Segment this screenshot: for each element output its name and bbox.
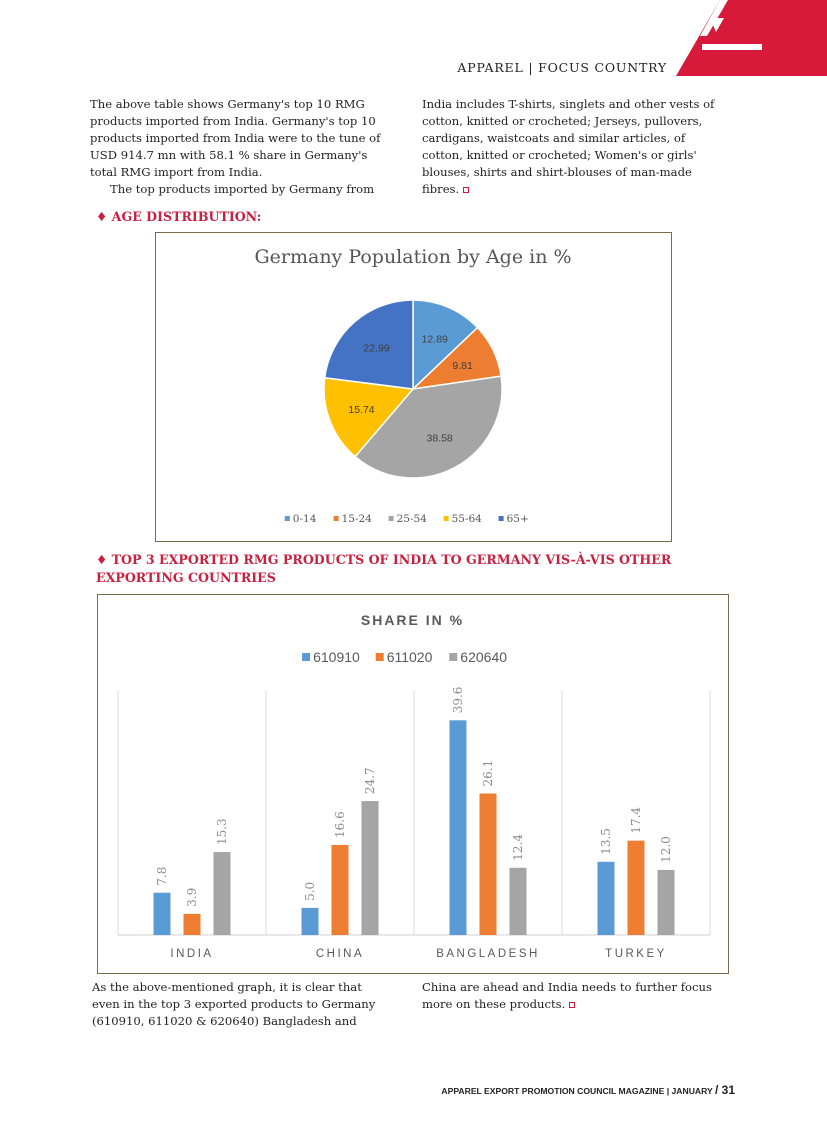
bar-data-label: 15.3 [215, 818, 229, 846]
text-line: USD 914.7 mn with 58.1 % share in Germany's [90, 148, 368, 162]
bar-data-label: 17.4 [629, 806, 643, 834]
text-line: cotton, knitted or crocheted; Women's or girls' [422, 148, 697, 162]
bar-legend-swatch [449, 653, 457, 661]
pie-data-label: 38.58 [426, 432, 453, 445]
text-line: even in the top 3 exported products to Germany [92, 997, 376, 1011]
bar-610910-china [302, 908, 319, 935]
bar-legend-swatch [376, 653, 384, 661]
end-mark-icon [569, 1002, 575, 1008]
text-line: fibres. [422, 182, 460, 196]
text-line: As the above-mentioned graph, it is clear that [92, 980, 362, 994]
text-line: The above table shows Germany's top 10 RMG [90, 97, 365, 111]
page-footer [441, 1083, 735, 1097]
conclusion-left-column [92, 979, 412, 1030]
pie-chart [156, 233, 670, 540]
pie-data-label: 15.74 [348, 403, 375, 416]
pie-legend-swatch [389, 516, 394, 521]
export-heading-line2: EXPORTING COUNTRIES [96, 570, 276, 585]
bar-data-label: 16.6 [333, 811, 347, 838]
text-line: China are ahead and India needs to further focus [422, 980, 712, 994]
x-tick-label: INDIA [170, 948, 214, 960]
intro-right-column [422, 96, 742, 198]
bar-legend-swatch [302, 653, 310, 661]
text-line: products imported from India. Germany's top 10 [90, 114, 376, 128]
page-number: / 31 [714, 1083, 735, 1097]
bar-610910-bangladesh [450, 720, 467, 935]
bar-611020-turkey [628, 841, 645, 935]
text-line: blouses, shirts and shirt-blouses of man-made [422, 165, 692, 179]
bar-620640-bangladesh [510, 868, 527, 935]
text-line: products imported from India were to the tune of [90, 131, 381, 145]
pie-legend-swatch [499, 516, 504, 521]
pie-data-label: 12.89 [421, 333, 448, 346]
bar-620640-india [214, 852, 231, 935]
magazine-logo [676, 0, 827, 76]
bar-legend-label: 620640 [460, 649, 508, 665]
pie-legend-swatch [285, 516, 290, 521]
export-heading-line1: ♦ TOP 3 EXPORTED RMG PRODUCTS OF INDIA TO GERMANY VIS-À-VIS OTHER [96, 552, 672, 567]
text-line: India includes T-shirts, singlets and other vests of [422, 97, 715, 111]
footer-text: APPAREL EXPORT PROMOTION COUNCIL MAGAZINE | JANUARY [441, 1086, 713, 1096]
pie-legend-swatch [334, 516, 339, 521]
pie-legend-label: 15-24 [341, 513, 372, 525]
bar-data-label: 24.7 [363, 767, 377, 795]
text-line: more on these products. [422, 997, 566, 1011]
bar-620640-turkey [658, 870, 675, 935]
intro-left-column [90, 96, 410, 198]
bar-data-label: 5.0 [303, 881, 317, 901]
bar-chart [98, 595, 727, 972]
pie-title: Germany Population by Age in % [254, 246, 572, 268]
bar-data-label: 3.9 [185, 887, 199, 907]
pie-legend-label: 65+ [506, 513, 529, 525]
bar-620640-china [362, 801, 379, 935]
pie-chart-frame [155, 232, 672, 542]
bar-legend-label: 610910 [313, 649, 360, 665]
text-line: cotton, knitted or crocheted; Jerseys, pullovers, [422, 114, 703, 128]
bar-611020-china [332, 845, 349, 935]
section-header: APPAREL | FOCUS COUNTRY [457, 60, 667, 75]
x-tick-label: TURKEY [605, 948, 667, 960]
x-tick-label: CHINA [315, 948, 365, 960]
text-line: The top products imported by Germany from [110, 182, 375, 196]
pie-data-label: 22.99 [363, 342, 390, 355]
x-tick-label: BANGLADESH [436, 948, 540, 960]
bar-data-label: 12.0 [659, 836, 673, 863]
bar-611020-india [184, 914, 201, 935]
bar-data-label: 39.6 [451, 686, 465, 714]
bar-legend-label: 611020 [386, 649, 433, 665]
bar-data-label: 13.5 [599, 828, 613, 855]
bar-chart-frame [97, 594, 729, 974]
bar-data-label: 26.1 [481, 759, 495, 787]
pie-legend-swatch [444, 516, 449, 521]
bar-611020-bangladesh [480, 793, 497, 935]
bar-data-label: 7.8 [155, 866, 169, 886]
text-line: (610910, 611020 & 620640) Bangladesh and [92, 1014, 357, 1028]
pie-data-label: 9.81 [452, 359, 473, 372]
age-distribution-heading: ♦ AGE DISTRIBUTION: [96, 209, 262, 224]
bar-610910-turkey [598, 862, 615, 935]
bar-610910-india [154, 893, 171, 935]
conclusion-right-column [422, 979, 742, 1013]
pie-legend-label: 25-54 [396, 513, 427, 525]
pie-legend-label: 0-14 [292, 513, 317, 525]
end-mark-icon [463, 187, 469, 193]
bar-data-label: 12.4 [511, 834, 525, 861]
bar-title: SHARE IN % [360, 612, 465, 628]
pie-legend-label: 55-64 [451, 513, 482, 525]
text-line: cardigans, waistcoats and similar articles, of [422, 131, 686, 145]
text-line: total RMG import from India. [90, 165, 263, 179]
